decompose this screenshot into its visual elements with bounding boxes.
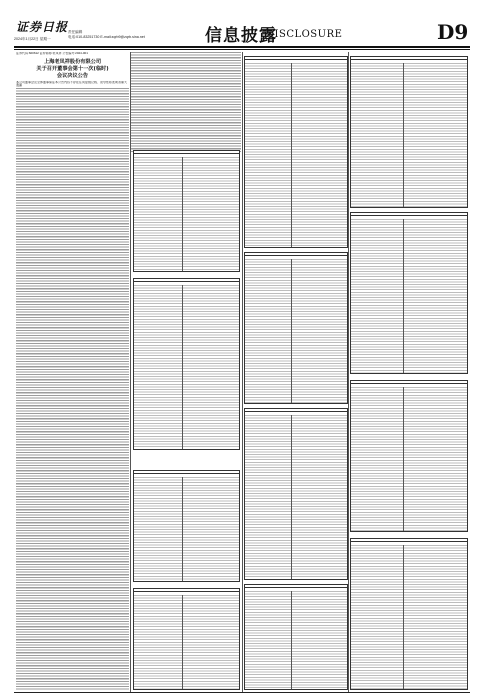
data-table — [133, 588, 240, 690]
announcement-company: 上海老凤祥股份有限公司 — [43, 58, 102, 65]
data-table — [350, 538, 468, 690]
contact-line: 电话:010-83251730 E-mail:zqrb9@zqrb.sina.net — [68, 35, 145, 39]
section-title: 信息披露 — [205, 26, 277, 46]
editor-line: 责任编辑 — [68, 30, 83, 34]
data-table — [244, 408, 348, 580]
header-rule — [14, 46, 470, 48]
header-rule-thin — [14, 49, 470, 50]
column-divider — [348, 52, 349, 692]
data-table — [244, 56, 348, 248]
data-table — [133, 150, 240, 272]
data-table — [133, 470, 240, 582]
announcement-code-line: 证券代码:600612 证券简称:老凤祥 公告编号:2024-001 — [16, 52, 88, 55]
newspaper-logo: 证券日报 — [16, 20, 69, 34]
data-table — [244, 252, 348, 404]
footer-rule — [14, 692, 470, 693]
masthead — [0, 0, 484, 44]
data-table — [350, 380, 468, 532]
announcement-title-2: 会议决议公告 — [56, 73, 89, 80]
column-divider — [242, 52, 243, 692]
data-table — [133, 278, 240, 450]
announcement-title-1: 关于召开董事会第十一次(临时) — [36, 66, 109, 72]
section-title-en: DISCLOSURE — [266, 29, 343, 40]
data-table — [244, 584, 348, 690]
announcement-body-text — [16, 88, 129, 690]
data-table — [350, 212, 468, 374]
data-table — [350, 56, 468, 208]
date-line: 2024年1月22日 星期一 — [14, 37, 51, 41]
page-number: D9 — [437, 20, 469, 44]
announcement-notice: 本公司董事会及全体董事保证本公告内容不存在任何虚假记载、误导性陈述或者重大遗漏 — [16, 80, 128, 88]
column-1 — [16, 52, 129, 690]
body-text — [131, 52, 241, 152]
